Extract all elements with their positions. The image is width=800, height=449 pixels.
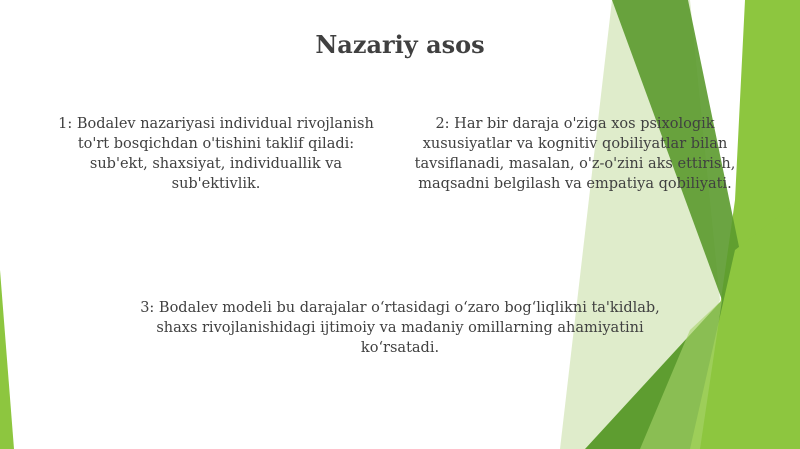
paragraph-2: 2: Har bir daraja o'ziga xos psixologik xususiyatlar va kognitiv qobiliyatlar bilan tavsiflanadi, masalan, o'z-o'zini aks ettirish, maqsadni belgilash va empatiya qobiliyati. [414, 116, 736, 192]
paragraph-1: 1: Bodalev nazariyasi individual rivojlanish to'rt bosqichdan o'tishini taklif qiladi: sub'ekt, shaxsiyat, individuallik va sub'ektivlik. [58, 116, 374, 192]
paragraph-3: 3: Bodalev modeli bu darajalar o‘rtasidagi o‘zaro bog‘liqlikni ta'kidlab, shaxs rivojlanishidagi ijtimoiy va madaniy omillarning ahamiyatini ko‘rsatadi. [140, 300, 660, 356]
slide-title: Nazariy asos [315, 30, 485, 59]
left-edge-shape [0, 270, 14, 449]
